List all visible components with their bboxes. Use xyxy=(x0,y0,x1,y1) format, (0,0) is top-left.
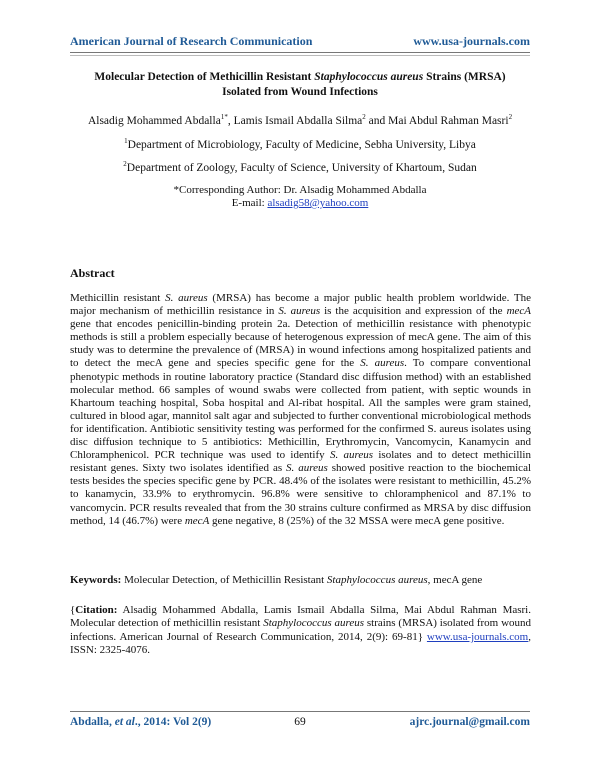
corresponding-author: *Corresponding Author: Dr. Alsadig Mohammed Abdalla E-mail: alsadig58@yahoo.com xyxy=(173,184,427,209)
page-number: 69 xyxy=(294,716,306,728)
author-2: Lamis Ismail Abdalla Silma xyxy=(233,114,363,127)
header-divider-secondary xyxy=(70,55,530,56)
running-header xyxy=(70,34,530,50)
journal-name: American Journal of Research Communication xyxy=(70,34,313,48)
author-1: Alsadig Mohammed Abdalla xyxy=(87,114,221,127)
email-link[interactable]: alsadig58@yahoo.com xyxy=(267,197,369,209)
abstract-heading: Abstract xyxy=(70,266,115,280)
citation-link[interactable]: www.usa-journals.com xyxy=(426,630,529,643)
paper-title: Molecular Detection of Methicillin Resistant Staphylococcus aureus Strains (MRSA) Isolated from Wound Infections xyxy=(94,71,506,98)
citation: {Citation: Alsadig Mohammed Abdalla, Lamis Ismail Abdalla Silma, Mai Abdul Rahman Masri. Molecular detection of methicillin resistant Staphylococcus aureus strains (MRSA) isolated from wound infections. American Journal of Research Communication, 2014, 2(9): 69-81} www.usa-journals.com, ISSN: 2325-4076. xyxy=(70,604,532,657)
footer-citation: Abdalla, et al., 2014: Vol 2(9) xyxy=(70,716,212,728)
journal-website[interactable]: www.usa-journals.com xyxy=(413,34,530,48)
author-3: Mai Abdul Rahman Masri xyxy=(388,114,509,127)
affiliation-1: $^1$Department of Microbiology, Faculty of Medicine, Sebha University, Libya xyxy=(124,137,476,151)
abstract-body: Methicillin resistant S. aureus (MRSA) has become a major public health problem worldwide. The major mechanism of methicillin resistance in S. aureus is the acquisition and expression of the mecA gene that encodes penicillin-binding protein 2a. Detection of methicillin resistance with phenotypic methods is still a problem especially because of heterogenous expression of mecA gene. The aim of this study was to determine the prevalence of (MRSA) in wound infections among hospitalized patients and to detect the mecA gene and species specific gene for the S. aureus. To compare conventional phenotypic methods in routine laboratory practice (Standard disc diffusion method) with an established molecular method. 66 samples of wound swabs were collected from patient, with septic wounds in Khartoum teaching hospital, Soba hospital and Al-ribat hospital. All the samples were gram stained, cultured in blood agar, mannitol salt agar and subjected to further conventional microbiological methods for identification. Antibiotic sensitivity testing was performed for the confirmed S. aureus isolates using disc diffusion technique to 5 antibiotics: Methicillin, Erythromycin, Vancomycin, Kanamycin and Chloramphenicol. PCR technique was used to identify S. aureus isolates and to detect methicillin resistant genes. Sixty two isolates identified as S. aureus showed positive reaction to the biochemical tests besides the species specific gene by PCR. 48.4% of the isolates were resistant to methicillin, 45.2% to kanamycin, 33.9% to erythromycin. 96.8% were sensitive to chloramphenicol and 87.1% to vancomycin. PCR results revealed that from the 30 strains culture confirmed as MRSA by disc diffusion method, 14 (46.7%) were mecA gene negative, 8 (25%) of the 32 MSSA were mecA gene positive. xyxy=(70,292,532,527)
footer-email[interactable]: ajrc.journal@gmail.com xyxy=(409,716,530,728)
keywords: Keywords: Molecular Detection, of Methicillin Resistant Staphylococcus aureus, mecA gene xyxy=(70,574,483,586)
footer-divider xyxy=(70,711,530,712)
author-list: Alsadig Mohammed Abdalla$^{1*}$, Lamis Ismail Abdalla Silma$^2$ and Mai Abdul Rahman Masri$^2$ xyxy=(87,113,513,127)
affiliation-2: $^2$Department of Zoology, Faculty of Science, University of Khartoum, Sudan xyxy=(123,160,477,174)
header-divider xyxy=(70,52,530,53)
running-footer xyxy=(70,716,530,732)
